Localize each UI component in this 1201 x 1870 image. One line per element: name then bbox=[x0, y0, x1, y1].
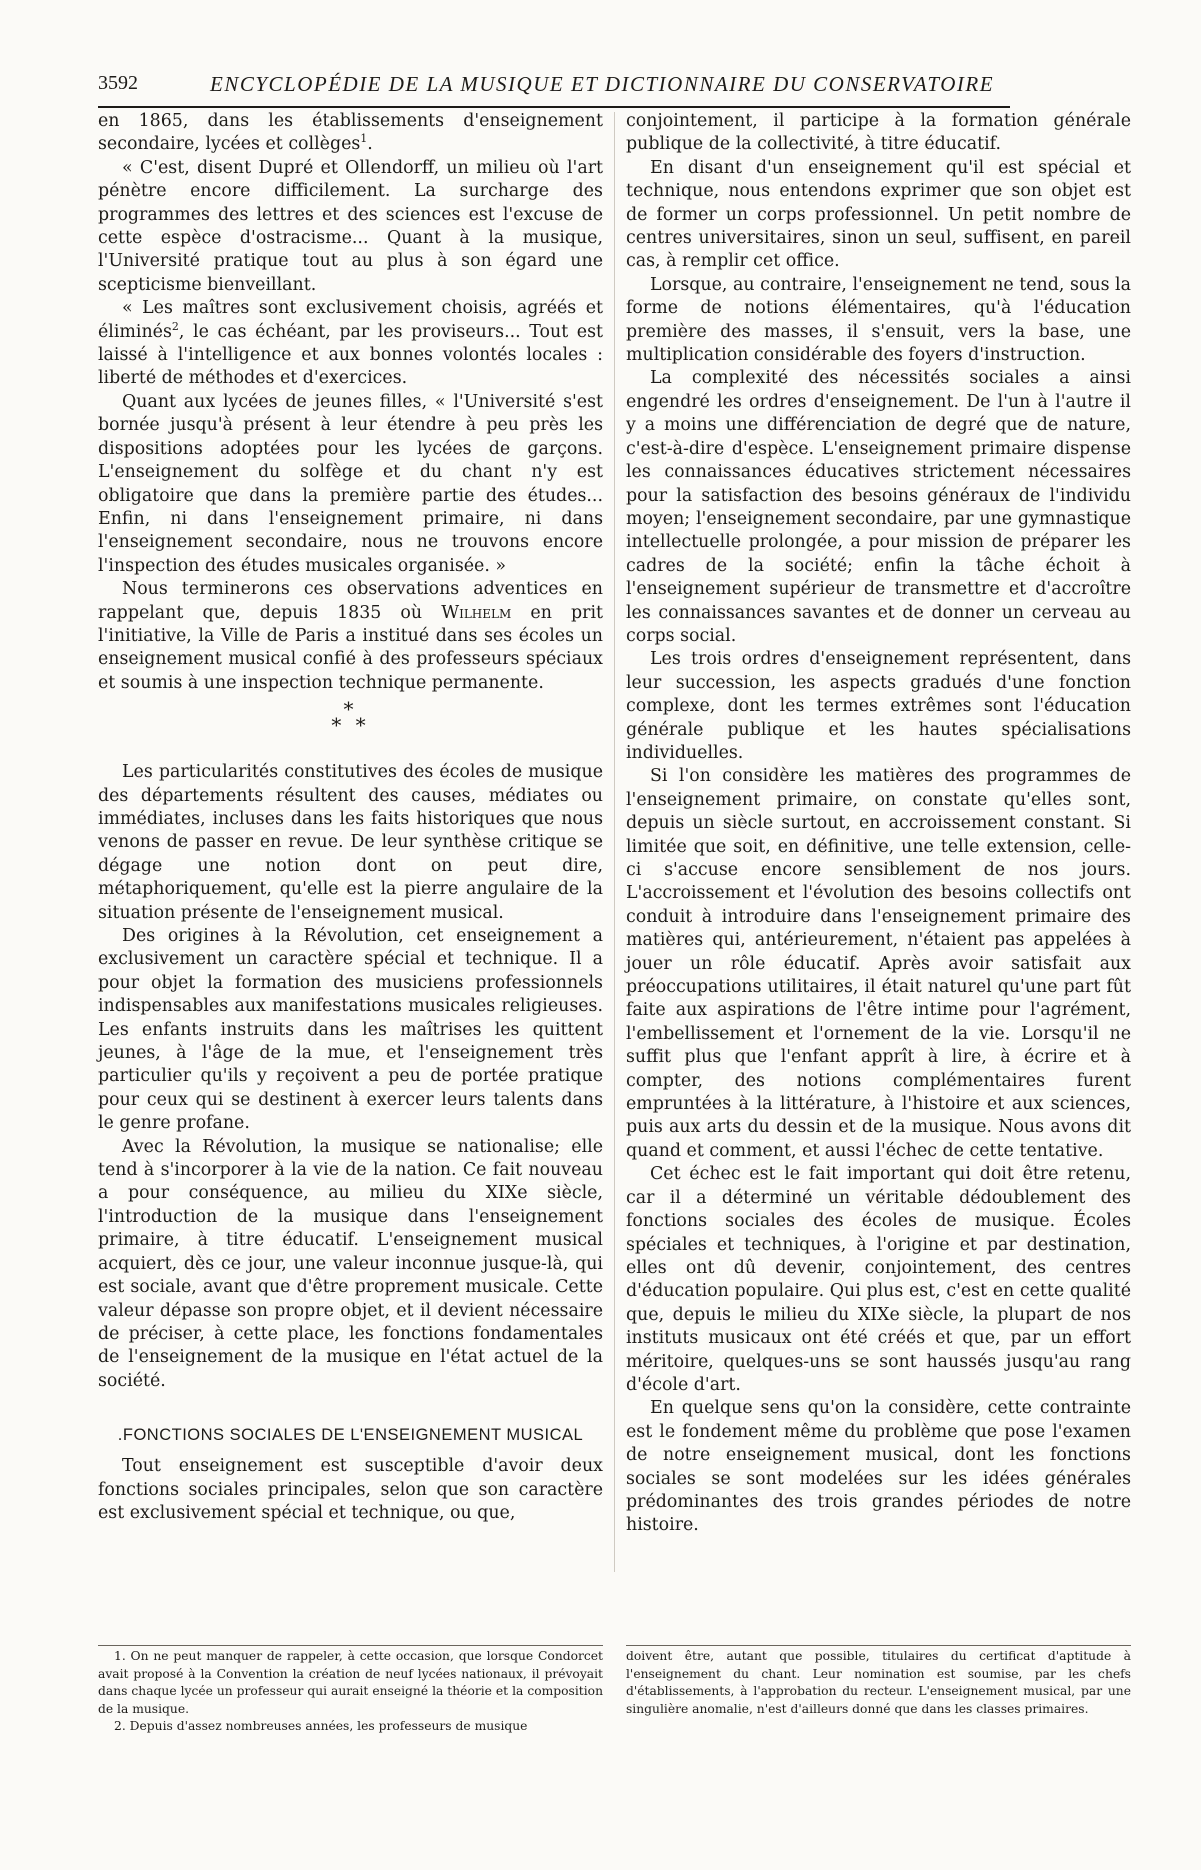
paragraph: Des origines à la Révolution, cet enseignement a exclusivement un caractère spécial et technique. Il a pour objet la formation des musiciens professionnels indispensables aux manifestations musicales religieuses. Les enfants instruits dans les maîtrises les quittent jeunes, à l'âge de la mue, et l'enseignement très particulier qu'ils y reçoivent a peu de portée pratique pour ceux qui se destinent à exercer leurs talents dans le genre profane. bbox=[98, 926, 603, 1134]
paragraph: Les particularités constitutives des écoles de musique des départements résultent des causes, médiates ou immédiates, incluses dans les faits historiques que nous venons de passer en revue. De leur synthèse critique se dégage une notion dont on peut dire, métaphoriquement, qu'elle est la pierre angulaire de la situation présente de l'enseignement musical. bbox=[98, 762, 603, 923]
paragraph: Avec la Révolution, la musique se nationalise; elle tend à s'incorporer à la vie de la nation. Ce fait nouveau a pour conséquence, au milieu du XIXe siècle, l'introduction de la musique dans l'enseignement primaire, à titre éducatif. L'enseignement musical acquiert, dès ce jour, une valeur inconnue jusque-là, qui est sociale, avant que d'être proprement musicale. Cette valeur dépasse son propre objet, et il devient nécessaire de préciser, à cette place, les fonctions fondamentales de l'enseignement de la musique en l'état actuel de la société. bbox=[98, 1136, 603, 1391]
paragraph: en 1865, dans les établissements d'enseignement secondaire, lycées et collèges$^1$. bbox=[98, 111, 603, 155]
paragraph: La complexité des nécessités sociales a ainsi engendré les ordres d'enseignement. De l'un à l'autre il y a moins une différenciation de degré que de nature, c'est-à-dire d'espèce. L'enseignement primaire dispense les connaissances éducatives strictement nécessaires pour la satisfaction des besoins généraux de l'individu moyen; l'enseignement secondaire, par une gymnastique intellectuelle prolongée, a pour mission de préparer les cadres de la société; enfin la tâche échoit à l'enseignement supérieur de transmettre et d'accroître les connaissances savantes et de donner un cerveau au corps social. bbox=[626, 368, 1131, 646]
left-column bbox=[98, 110, 603, 1525]
footnote: 2. Depuis d'assez nombreuses années, les professeurs de musique bbox=[114, 1719, 528, 1734]
paragraph: Si l'on considère les matières des programmes de l'enseignement primaire, on constate qu'elles sont, depuis un siècle surtout, en accroissement constant. Si limitée que soit, en définitive, une telle extension, celle-ci s'accuse encore sensiblement de nos jours. L'accroissement et l'évolution des besoins collectifs ont conduit à introduire dans l'enseignement primaire des matières qui, antérieurement, n'étaient pas appelées à jouer un rôle éducatif. Après avoir satisfait aux préoccupations utilitaires, il était naturel qu'une part fût faite aux aspirations de l'être intime pour l'agrément, l'embellissement et l'ornement de la vie. Lorsqu'il ne suffit plus que l'enfant apprît à lire, à écrire et à compter, des notions complémentaires furent empruntées à la littérature, à l'histoire et aux sciences, puis aux arts du dessin et de la musique. Nous avons dit quand et comment, et aussi l'échec de cette tentative. bbox=[626, 766, 1131, 1161]
paragraph: En disant d'un enseignement qu'il est spécial et technique, nous entendons exprimer que son objet est de former un corps professionnel. Un petit nombre de centres universitaires, sinon un seul, suffisent, en pareil cas, à remplir cet office. bbox=[626, 157, 1131, 272]
asterism: * * * bbox=[331, 697, 370, 738]
running-header bbox=[98, 72, 1010, 108]
paragraph: Les trois ordres d'enseignement représentent, dans leur succession, les aspects gradués d'une fonction complexe, dont les termes extrêmes sont l'éducation générale publique et les hautes spécialisations individuelles. bbox=[626, 649, 1131, 763]
paragraph: Tout enseignement est susceptible d'avoir deux fonctions sociales principales, selon que son caractère est exclusivement spécial et technique, ou que, bbox=[98, 1456, 603, 1523]
footnote-ref[interactable]: 2 bbox=[171, 319, 179, 333]
section-separator bbox=[98, 695, 603, 761]
footnote-ref[interactable]: 1 bbox=[360, 132, 368, 146]
page-number: 3592 bbox=[98, 72, 138, 94]
paragraph: Cet échec est le fait important qui doit être retenu, car il a déterminé un véritable dédoublement des fonctions sociales des écoles de musique. Écoles spéciales et techniques, à l'origine et par destination, elles ont dû devenir, conjointement, des centres d'éducation populaire. Qui plus est, c'est en cette qualité que, depuis le milieu du XIXe siècle, la plupart de nos instituts musicaux ont été créés et que, par un effort méritoire, quelques-uns se sont haussés jusqu'au rang d'école d'art. bbox=[626, 1164, 1131, 1395]
footnote-continued: doivent être, autant que possible, titulaires du certificat d'aptitude à l'enseignement du chant. Leur nomination est soumise, par les chefs d'établissements, à l'approbation du recteur. L'enseignement musical, par une singulière anomalie, n'est d'ailleurs donné que dans les classes primaires. bbox=[626, 1649, 1131, 1716]
paragraph: « Les maîtres sont exclusivement choisis, agréés et éliminés$^2$, le cas échéant, par les proviseurs... Tout est laissé à l'intelligence et aux bonnes volontés locales : liberté de méthodes et d'exercices. bbox=[98, 298, 603, 389]
paragraph: Lorsque, au contraire, l'enseignement ne tend, sous la forme de notions élémentaires, qu'à l'éducation première des masses, il s'ensuit, vers la base, une multiplication considérable des foyers d'instruction. bbox=[626, 274, 1131, 366]
footnotes-right bbox=[626, 1645, 1131, 1718]
paragraph: En quelque sens qu'on la considère, cette contrainte est le fondement même du problème que pose l'examen de notre enseignement musical, dont les fonctions sociales se sont modelées sur les idées générales prédominantes des trois grandes périodes de notre histoire. bbox=[626, 1398, 1131, 1536]
section-heading: .FONCTIONS SOCIALES DE L'ENSEIGNEMENT MUSICAL bbox=[117, 1426, 584, 1445]
paragraph: conjointement, il participe à la formation générale publique de la collectivité, à titre éducatif. bbox=[626, 111, 1131, 155]
footnote: 1. On ne peut manquer de rappeler, à cette occasion, que lorsque Condorcet avait proposé à la Convention la création de neuf lycées nationaux, il prévoyait dans chaque lycée un professeur qui aurait enseigné la théorie et la composition de la musique. bbox=[98, 1649, 603, 1716]
paragraph: Nous terminerons ces observations adventices en rappelant que, depuis 1835 où Wilhelm en prit l'initiative, la Ville de Paris a institué dans ses écoles un enseignement musical confié à des professeurs spéciaux et soumis à une inspection technique permanente. bbox=[98, 579, 603, 693]
running-title: ENCYCLOPÉDIE DE LA MUSIQUE ET DICTIONNAIRE DU CONSERVATOIRE bbox=[210, 72, 995, 96]
person-name: Wilhelm bbox=[441, 602, 512, 623]
footnotes-left bbox=[98, 1645, 603, 1736]
column-divider bbox=[614, 112, 615, 1572]
right-column bbox=[626, 110, 1131, 1538]
paragraph: « C'est, disent Dupré et Ollendorff, un milieu où l'art pénètre encore difficilement. La surcharge des programmes des lettres et des sciences est l'excuse de cette espèce d'ostracisme... Quant à la musique, l'Université pratique tout au plus à son égard une scepticisme bienveillant. bbox=[98, 157, 603, 295]
paragraph: Quant aux lycées de jeunes filles, « l'Université s'est bornée jusqu'à présent à leur étendre à peu près les dispositions adoptées pour les lycées de garçons. L'enseignement du solfège et du chant n'y est obligatoire que dans la première partie des études... Enfin, ni dans l'enseignement primaire, ni dans l'enseignement secondaire, nous ne trouvons encore l'inspection des études musicales organisée. » bbox=[98, 391, 603, 576]
